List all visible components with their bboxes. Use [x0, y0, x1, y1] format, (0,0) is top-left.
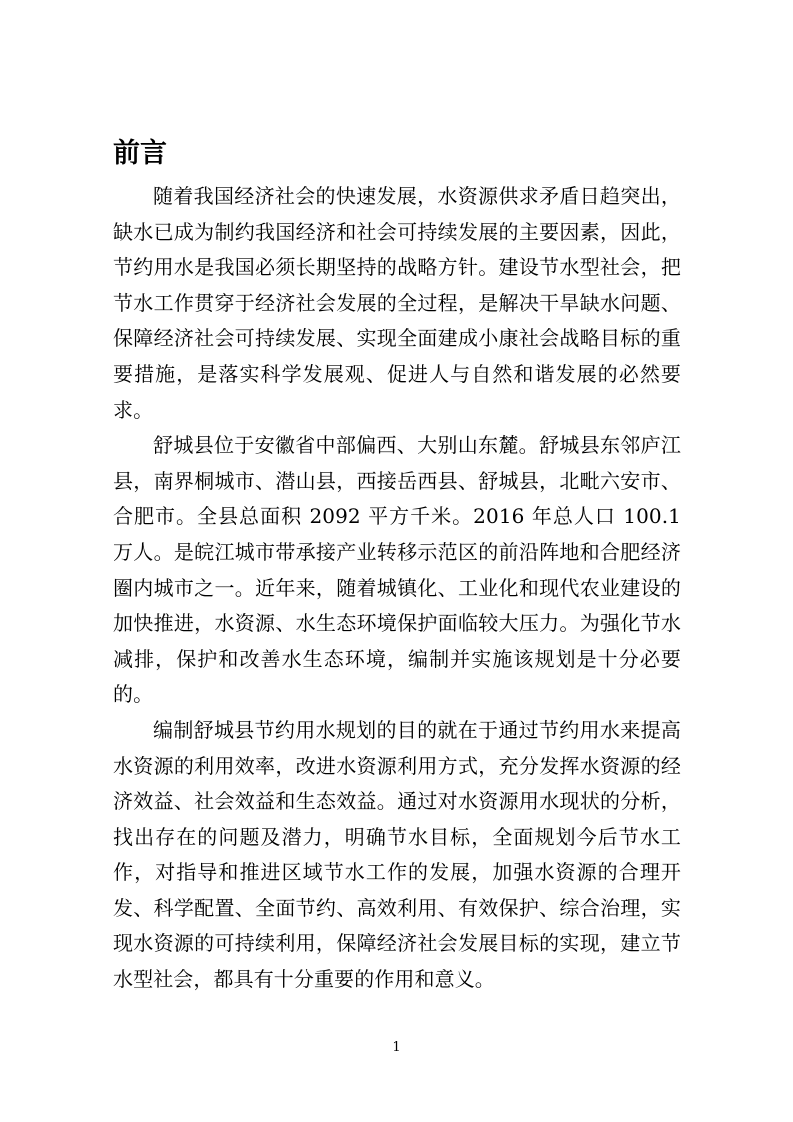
- body-text: [113, 179, 681, 998]
- paragraph-2: 舒城县位于安徽省中部偏西、大别山东麓。舒城县东邻庐江县，南界桐城市、潜山县，西接岳西县、舒城县，北毗六安市、合肥市。全县总面积 2092 平方千米。2016 年总人口 100.1 万人。是皖江城市带承接产业转移示范区的前沿阵地和合肥经济圈内城市之一。近年来，随着城镇化、工业化和现代农业建设的加快推进，水资源、水生态环境保护面临较大压力。为强化节水减排，保护和改善水生态环境，编制并实施该规划是十分必要的。: [113, 433, 681, 707]
- page-title: 前言: [113, 138, 167, 169]
- paragraph-1: 随着我国经济社会的快速发展，水资源供求矛盾日趋突出，缺水已成为制约我国经济和社会可持续发展的主要因素，因此，节约用水是我国必须长期坚持的战略方针。建设节水型社会，把节水工作贯穿于经济社会发展的全过程，是解决干旱缺水问题、保障经济社会可持续发展、实现全面建成小康社会战略目标的重要措施，是落实科学发展观、促进人与自然和谐发展的必然要求。: [113, 184, 681, 422]
- paragraph-3: 编制舒城县节约用水规划的目的就在于通过节约用水来提高水资源的利用效率，改进水资源利用方式，充分发挥水资源的经济效益、社会效益和生态效益。通过对水资源用水现状的分析，找出存在的问题及潜力，明确节水目标，全面规划今后节水工作，对指导和推进区域节水工作的发展，加强水资源的合理开发、科学配置、全面节约、高效利用、有效保护、综合治理，实现水资源的可持续利用，保障经济社会发展目标的实现，建立节水型社会，都具有十分重要的作用和意义。: [113, 717, 681, 992]
- page-number: 1: [392, 1040, 401, 1055]
